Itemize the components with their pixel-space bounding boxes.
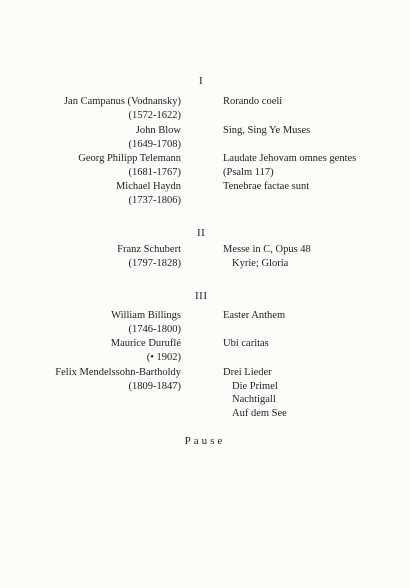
- work-title: Laudate Jehovam omnes gentes: [223, 153, 357, 164]
- composer-dates: (1649-1708): [128, 138, 181, 150]
- work-title: Messe in C, Opus 48: [223, 244, 311, 255]
- work-subtitle: (Psalm 117): [223, 166, 274, 178]
- composer-dates: (1681-1767): [128, 166, 181, 178]
- work-block: [223, 180, 309, 194]
- composer-dates: (1746-1800): [128, 323, 181, 335]
- composer-dates: (1797-1828): [128, 257, 181, 269]
- work-title: Rorando coeli: [223, 96, 283, 107]
- work-title: Tenebrae factae sunt: [223, 181, 310, 192]
- composer-name: Michael Haydn: [115, 181, 181, 192]
- work-title: Sing, Sing Ye Muses: [223, 125, 311, 136]
- work-block: [223, 95, 282, 109]
- composer-block: [64, 95, 181, 122]
- intermission-label: Pause: [184, 435, 226, 447]
- composer-block: [78, 152, 181, 179]
- composer-name: John Blow: [135, 125, 181, 136]
- composer-dates: (1572-1622): [128, 109, 181, 121]
- composer-block: [55, 366, 181, 393]
- work-block: [223, 337, 269, 351]
- composer-name: Franz Schubert: [117, 244, 181, 255]
- composer-dates: (1809-1847): [128, 380, 181, 392]
- composer-dates: (1737-1806): [128, 194, 181, 206]
- composer-name: Jan Campanus (Vodnansky): [63, 96, 181, 107]
- composer-name: Georg Philipp Telemann: [78, 153, 181, 164]
- section-numeral-3: III: [195, 290, 208, 302]
- work-movements: Kyrie; Gloria: [232, 257, 289, 269]
- work-title: Easter Anthem: [223, 310, 286, 321]
- section-numeral-1: I: [199, 75, 204, 87]
- composer-block: [116, 180, 181, 207]
- composer-name: William Billings: [111, 310, 181, 321]
- composer-name: Felix Mendelssohn-Bartholdy: [55, 367, 181, 378]
- song-title: Die Primel: [232, 380, 278, 392]
- composer-name: Maurice Duruflé: [110, 338, 181, 349]
- composer-block: [111, 337, 181, 364]
- composer-dates: (• 1902): [146, 351, 181, 363]
- composer-block: [111, 309, 181, 336]
- song-title: Auf dem See: [232, 407, 287, 419]
- work-block: [223, 124, 310, 138]
- composer-block: [129, 124, 182, 151]
- work-block: [223, 152, 356, 179]
- work-block: [223, 309, 285, 323]
- work-block: [223, 243, 311, 270]
- work-block: [223, 366, 287, 420]
- work-title: Drei Lieder: [223, 367, 272, 378]
- composer-block: [117, 243, 181, 270]
- work-title: Ubi caritas: [223, 338, 269, 349]
- song-title: Nachtigall: [232, 394, 276, 405]
- section-numeral-2: II: [197, 227, 206, 239]
